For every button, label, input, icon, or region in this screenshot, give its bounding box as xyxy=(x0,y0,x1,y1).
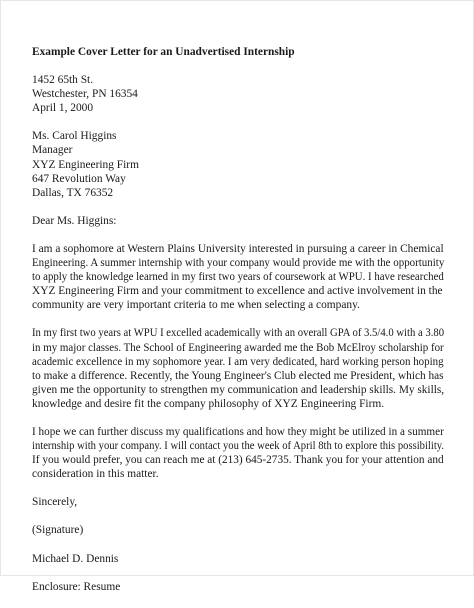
paragraph-line: given me the opportunity to strengthen my communication and leadership skills. My skills, xyxy=(32,383,445,396)
paragraph-line: If you would prefer, you can reach me at (213) 645-2735. Thank you for your attention and xyxy=(32,454,444,467)
paragraph-closing xyxy=(32,425,445,481)
sender-city: Westchester, PN 16354 xyxy=(32,88,138,101)
paragraph-line: community are very important criteria to me when selecting a company. xyxy=(32,299,360,312)
paragraph-line: I am a sophomore at Western Plains University interested in pursuing a career in Chemical xyxy=(32,242,444,255)
recipient-street: 647 Revolution Way xyxy=(32,172,126,185)
recipient-title: Manager xyxy=(32,144,73,157)
cover-letter xyxy=(32,45,445,608)
signature: (Signature) xyxy=(32,524,84,537)
sender-name: Michael D. Dennis xyxy=(32,552,119,565)
letter-date: April 1, 2000 xyxy=(32,102,94,115)
recipient-name: Ms. Carol Higgins xyxy=(32,130,117,143)
paragraph-intro xyxy=(32,242,445,312)
paragraph-line: academic excellence in my sophomore year. I am very dedicated, hard working person hoping xyxy=(32,355,444,368)
enclosure: Enclosure: Resume xyxy=(32,580,121,593)
paragraph-line: I hope we can further discuss my qualifications and how they might be utilized in a summer xyxy=(32,425,444,438)
paragraph-line: knowledge and desire fit the company philosophy of XYZ Engineering Firm. xyxy=(32,397,385,410)
paragraph-line: to apply the knowledge learned in my first two years of coursework at WPU. I have researched xyxy=(32,271,444,284)
salutation: Dear Ms. Higgins: xyxy=(32,214,117,227)
paragraph-line: Engineering. A summer internship with your company would provide me with the opportunity xyxy=(32,257,445,270)
recipient-address xyxy=(32,129,442,199)
recipient-city: Dallas, TX 76352 xyxy=(32,186,114,199)
sender-address xyxy=(32,73,442,115)
recipient-company: XYZ Engineering Firm xyxy=(32,158,139,171)
paragraph-line: XYZ Engineering Firm and your commitment to excellence and active involvement in the xyxy=(32,285,443,298)
paragraph-line: in my major classes. The School of Engineering awarded me the Bob McElroy scholarship for xyxy=(32,341,444,354)
closing: Sincerely, xyxy=(32,496,78,509)
paragraph-line: internship with your company. I will contact you the week of April 8th to explore this possibility. xyxy=(32,440,445,453)
letter-title: Example Cover Letter for an Unadvertised Internship xyxy=(32,46,295,58)
paragraph-line: to make a difference. Recently, the Young Engineer's Club elected me President, which has xyxy=(32,369,444,382)
paragraph-line: In my first two years at WPU I excelled academically with an overall GPA of 3.5/4.0 with a 3.80 xyxy=(32,327,445,340)
paragraph-qualifications xyxy=(32,326,445,411)
paragraph-line: consideration in this matter. xyxy=(32,468,159,481)
sender-street: 1452 65th St. xyxy=(32,74,94,87)
